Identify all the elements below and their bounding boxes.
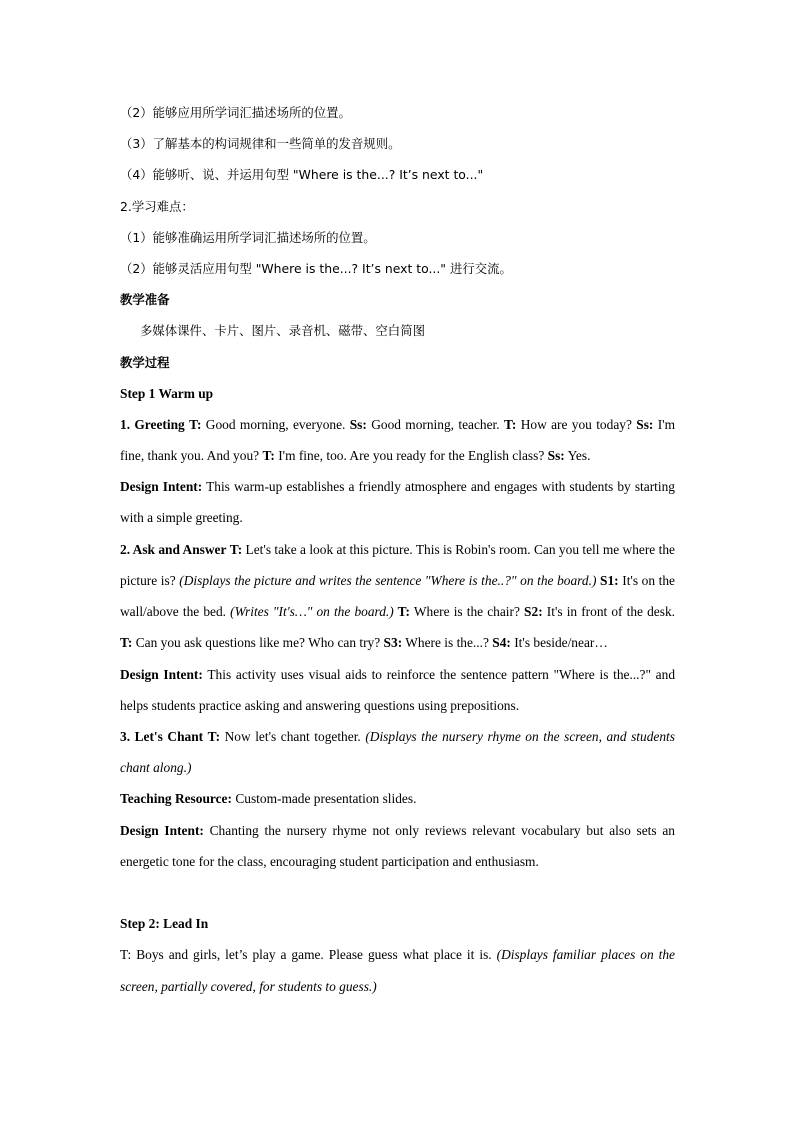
chant-intent (120, 815, 675, 877)
process-heading: 教学过程 (120, 354, 170, 370)
chant-title: 3. Let's Chant (120, 728, 204, 744)
greeting-intent (120, 471, 675, 533)
difficulty-1: （1）能够准确运用所学词汇描述场所的位置。 (120, 229, 376, 245)
intent-label: Design Intent: (120, 822, 204, 838)
resource-text: Custom-made presentation slides. (231, 791, 417, 807)
step1-heading: Step 1 Warm up (120, 385, 214, 401)
dialogue-text: Can you ask questions like me? Who can try? (132, 635, 384, 651)
chant-paragraph (120, 721, 675, 783)
document-content (120, 97, 675, 1002)
stage-direction: (Writes "It's…" on the board.) (230, 604, 394, 620)
greeting-title: 1. Greeting (120, 416, 185, 432)
dialogue-text: How are you today? (516, 416, 637, 432)
greeting-paragraph (120, 409, 675, 471)
objective-4: （4）能够听、说、并运用句型 "Where is the...? It’s next to..." (120, 167, 484, 183)
intent-label: Design Intent: (120, 666, 203, 682)
preparation-text: 多媒体课件、卡片、图片、录音机、磁带、空白简图 (140, 323, 425, 339)
intent-text: This warm-up establishes a friendly atmosphere and engages with students by starting with a simple greeting. (120, 479, 675, 526)
dialogue-text: Good morning, teacher. (366, 416, 504, 432)
speaker-label: T: (207, 728, 221, 744)
dialogue-text: I'm fine, too. Are you ready for the English class? (274, 448, 548, 464)
objective-3: （3）了解基本的构词规律和一些简单的发音规则。 (120, 136, 401, 152)
speaker-label: T: (229, 541, 243, 557)
speaker-label: S1: (596, 572, 619, 588)
dialogue-text: Good morning, everyone. (201, 416, 350, 432)
resource-label: Teaching Resource: (120, 791, 232, 807)
intent-text: Chanting the nursery rhyme not only reviews relevant vocabulary but also sets an energetic tone for the class, encouraging student participation and enthusiasm. (120, 822, 675, 869)
speaker-label: S3: (383, 635, 403, 651)
difficulties-heading: 2.学习难点： (120, 198, 194, 214)
speaker-label: Ss: (547, 448, 565, 464)
ask-answer-paragraph (120, 534, 675, 659)
lead-in-paragraph (120, 939, 675, 1001)
objective-2: （2）能够应用所学词汇描述场所的位置。 (120, 105, 351, 120)
intent-text: This activity uses visual aids to reinforce the sentence pattern "Where is the...?" and helps students practice asking and answering questions using prepositions. (120, 666, 676, 713)
dialogue-text: It's in front of the desk. (542, 604, 676, 620)
stage-direction: (Displays familiar places on the screen, partially covered, for students to guess.) (120, 947, 675, 994)
dialogue-text: Where is the chair? (410, 604, 525, 620)
ask-answer-intent (120, 659, 675, 721)
speaker-label: S2: (524, 604, 543, 620)
intent-label: Design Intent: (120, 479, 203, 495)
chant-resource (120, 783, 675, 814)
speaker-label: S4: (492, 635, 511, 651)
spacer (120, 877, 675, 908)
dialogue-text: Now let's chant together. (220, 728, 366, 744)
ask-answer-title: 2. Ask and Answer (120, 541, 227, 557)
speaker-label: T: (120, 635, 133, 651)
preparation-heading: 教学准备 (120, 292, 170, 308)
speaker-label: T: (393, 604, 411, 620)
speaker-label: T: (503, 416, 517, 432)
difficulty-2: （2）能够灵活应用句型 "Where is the...? It’s next to..." 进行交流。 (120, 260, 512, 276)
speaker-label: Ss: (636, 416, 654, 432)
speaker-label: T: (189, 416, 202, 432)
speaker-label: Ss: (349, 416, 367, 432)
step2-heading: Step 2: Lead In (120, 916, 209, 932)
speaker-label: T: (262, 448, 275, 464)
dialogue-text: Let's take a look at this picture. This is Robin's room. Can you tell me where the picture is? (120, 541, 675, 588)
dialogue-text: It's on the wall/above the bed. (120, 572, 676, 620)
dialogue-text: Where is the...? (402, 635, 493, 651)
dialogue-text: Yes. (564, 448, 591, 464)
stage-direction: (Displays the picture and writes the sentence "Where is the..?" on the board.) (179, 572, 597, 588)
stage-direction: (Displays the nursery rhyme on the screen, and students chant along.) (120, 728, 675, 776)
dialogue-text: It's beside/near… (510, 635, 608, 651)
dialogue-text: T: Boys and girls, let’s play a game. Please guess what place it is. (120, 947, 497, 963)
dialogue-text: I'm fine, thank you. And you? (120, 416, 676, 464)
